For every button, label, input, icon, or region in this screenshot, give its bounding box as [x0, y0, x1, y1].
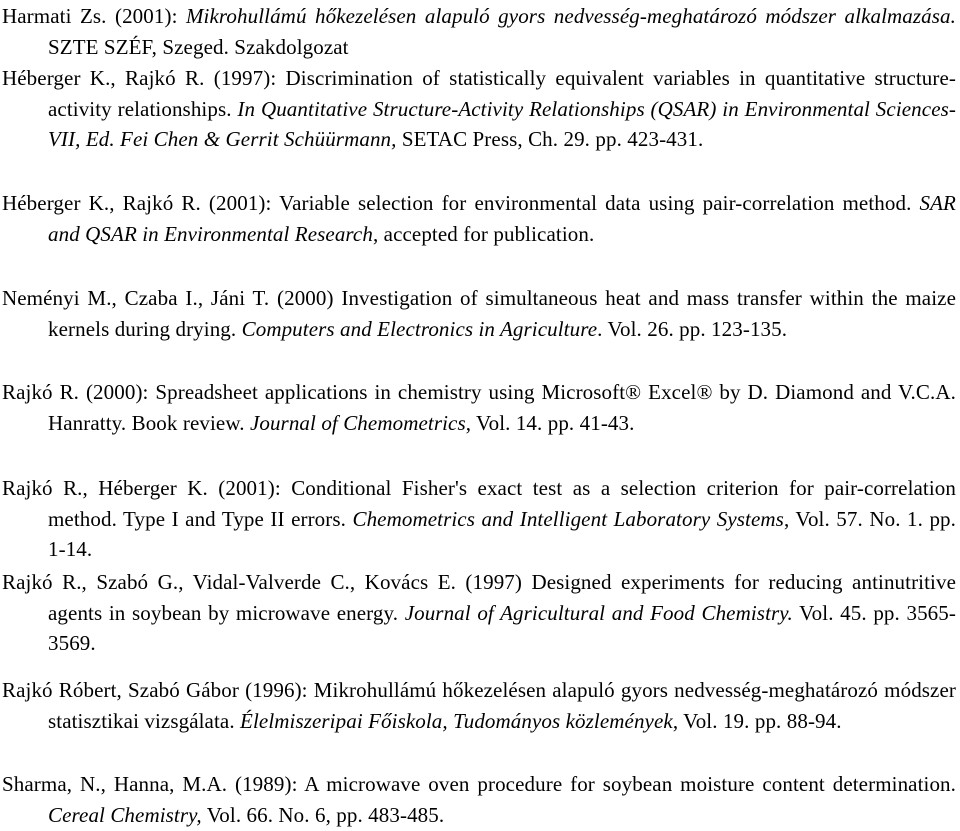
reference-title: Designed experiments for reducing antinutritive agents in soybean by microwave energy.: [48, 570, 957, 625]
reference-year: (2000):: [85, 380, 156, 404]
reference-year: (1989):: [234, 772, 305, 796]
reference-year: (2000): [277, 286, 342, 310]
reference-details: SZTE SZÉF, Szeged. Szakdolgozat: [48, 34, 349, 59]
reference-title: Mikrohullámú hőkezelésen alapuló gyors nedvesség-meghatározó módszer statisztikai vizsgálata.: [48, 678, 956, 733]
reference-details: . Vol. 26. pp. 123-135.: [597, 316, 788, 341]
reference-title: Discrimination of statistically equivalent variables in quantitative structure-activity relationships.: [48, 66, 957, 121]
reference-item: [2, 377, 956, 438]
reference-details: Vol. 66. No. 6, pp. 483-485.: [201, 802, 445, 827]
reference-item: [2, 188, 956, 249]
reference-item: [2, 769, 956, 830]
reference-details: , accepted for publication.: [372, 221, 595, 246]
reference-title: Spreadsheet applications in chemistry using Microsoft® Excel® by D. Diamond and V.C.A. Hanratty. Book review.: [48, 380, 956, 435]
reference-source: SAR and QSAR in Environmental Research: [48, 191, 956, 246]
reference-details: , Vol. 19. pp. 88-94.: [672, 708, 842, 733]
reference-item: [2, 63, 956, 155]
reference-item: [2, 283, 956, 344]
reference-authors: Héberger K., Rajkó R.: [2, 66, 214, 90]
reference-authors: Neményi M., Czaba I., Jáni T.: [2, 286, 278, 310]
reference-details: , Vol. 14. pp. 41-43.: [465, 410, 635, 435]
reference-year: (2001):: [208, 191, 280, 215]
reference-authors: Rajkó Róbert, Szabó Gábor: [2, 678, 246, 702]
reference-details: Vol. 45. pp. 3565-3569.: [48, 600, 956, 655]
reference-year: (1997): [465, 570, 532, 594]
reference-source: Journal of Chemometrics: [249, 410, 466, 435]
reference-authors: Rajkó R.: [2, 380, 86, 404]
reference-source: In Quantitative Structure-Activity Relationships (QSAR) in Environmental Sciences-VII, Ed. Fei Chen & Gerrit Schüürmann,: [48, 96, 956, 151]
reference-title: A microwave oven procedure for soybean moisture content determination.: [304, 772, 957, 796]
reference-authors: Héberger K., Rajkó R.: [2, 191, 209, 215]
reference-item: [2, 675, 956, 736]
reference-details: , Vol. 57. No. 1. pp. 1-14.: [48, 506, 956, 561]
reference-authors: Rajkó R., Héberger K.: [2, 476, 219, 500]
reference-source: Chemometrics and Intelligent Laboratory Systems: [352, 506, 784, 531]
reference-title: Investigation of simultaneous heat and mass transfer within the maize kernels during drying.: [48, 286, 956, 341]
reference-title: Variable selection for environmental data using pair-correlation method.: [279, 191, 920, 215]
reference-title: Conditional Fisher's exact test as a selection criterion for pair-correlation method. Type I and Type II errors.: [48, 476, 956, 531]
reference-source: Computers and Electronics in Agriculture: [241, 316, 598, 341]
reference-year: (1996):: [245, 678, 314, 702]
reference-authors: Sharma, N., Hanna, M.A.: [2, 772, 235, 796]
reference-year: (2001):: [218, 476, 292, 500]
reference-title: Mikrohullámú hőkezelésen alapuló gyors nedvesség-meghatározó módszer alkalmazása.: [185, 4, 956, 28]
reference-item: [2, 567, 956, 659]
reference-authors: Harmati Zs.: [2, 4, 115, 28]
reference-year: (2001):: [114, 4, 186, 28]
reference-source: Élelmiszeripai Főiskola, Tudományos közlemények: [240, 708, 673, 733]
reference-item: [2, 1, 956, 62]
reference-details: SETAC Press, Ch. 29. pp. 423-431.: [396, 127, 704, 151]
reference-item: [2, 473, 956, 565]
reference-year: (1997):: [213, 66, 286, 90]
reference-source: Cereal Chemistry,: [48, 802, 202, 827]
reference-source: Journal of Agricultural and Food Chemistry.: [404, 600, 793, 625]
reference-authors: Rajkó R., Szabó G., Vidal-Valverde C., Kovács E.: [2, 570, 466, 594]
